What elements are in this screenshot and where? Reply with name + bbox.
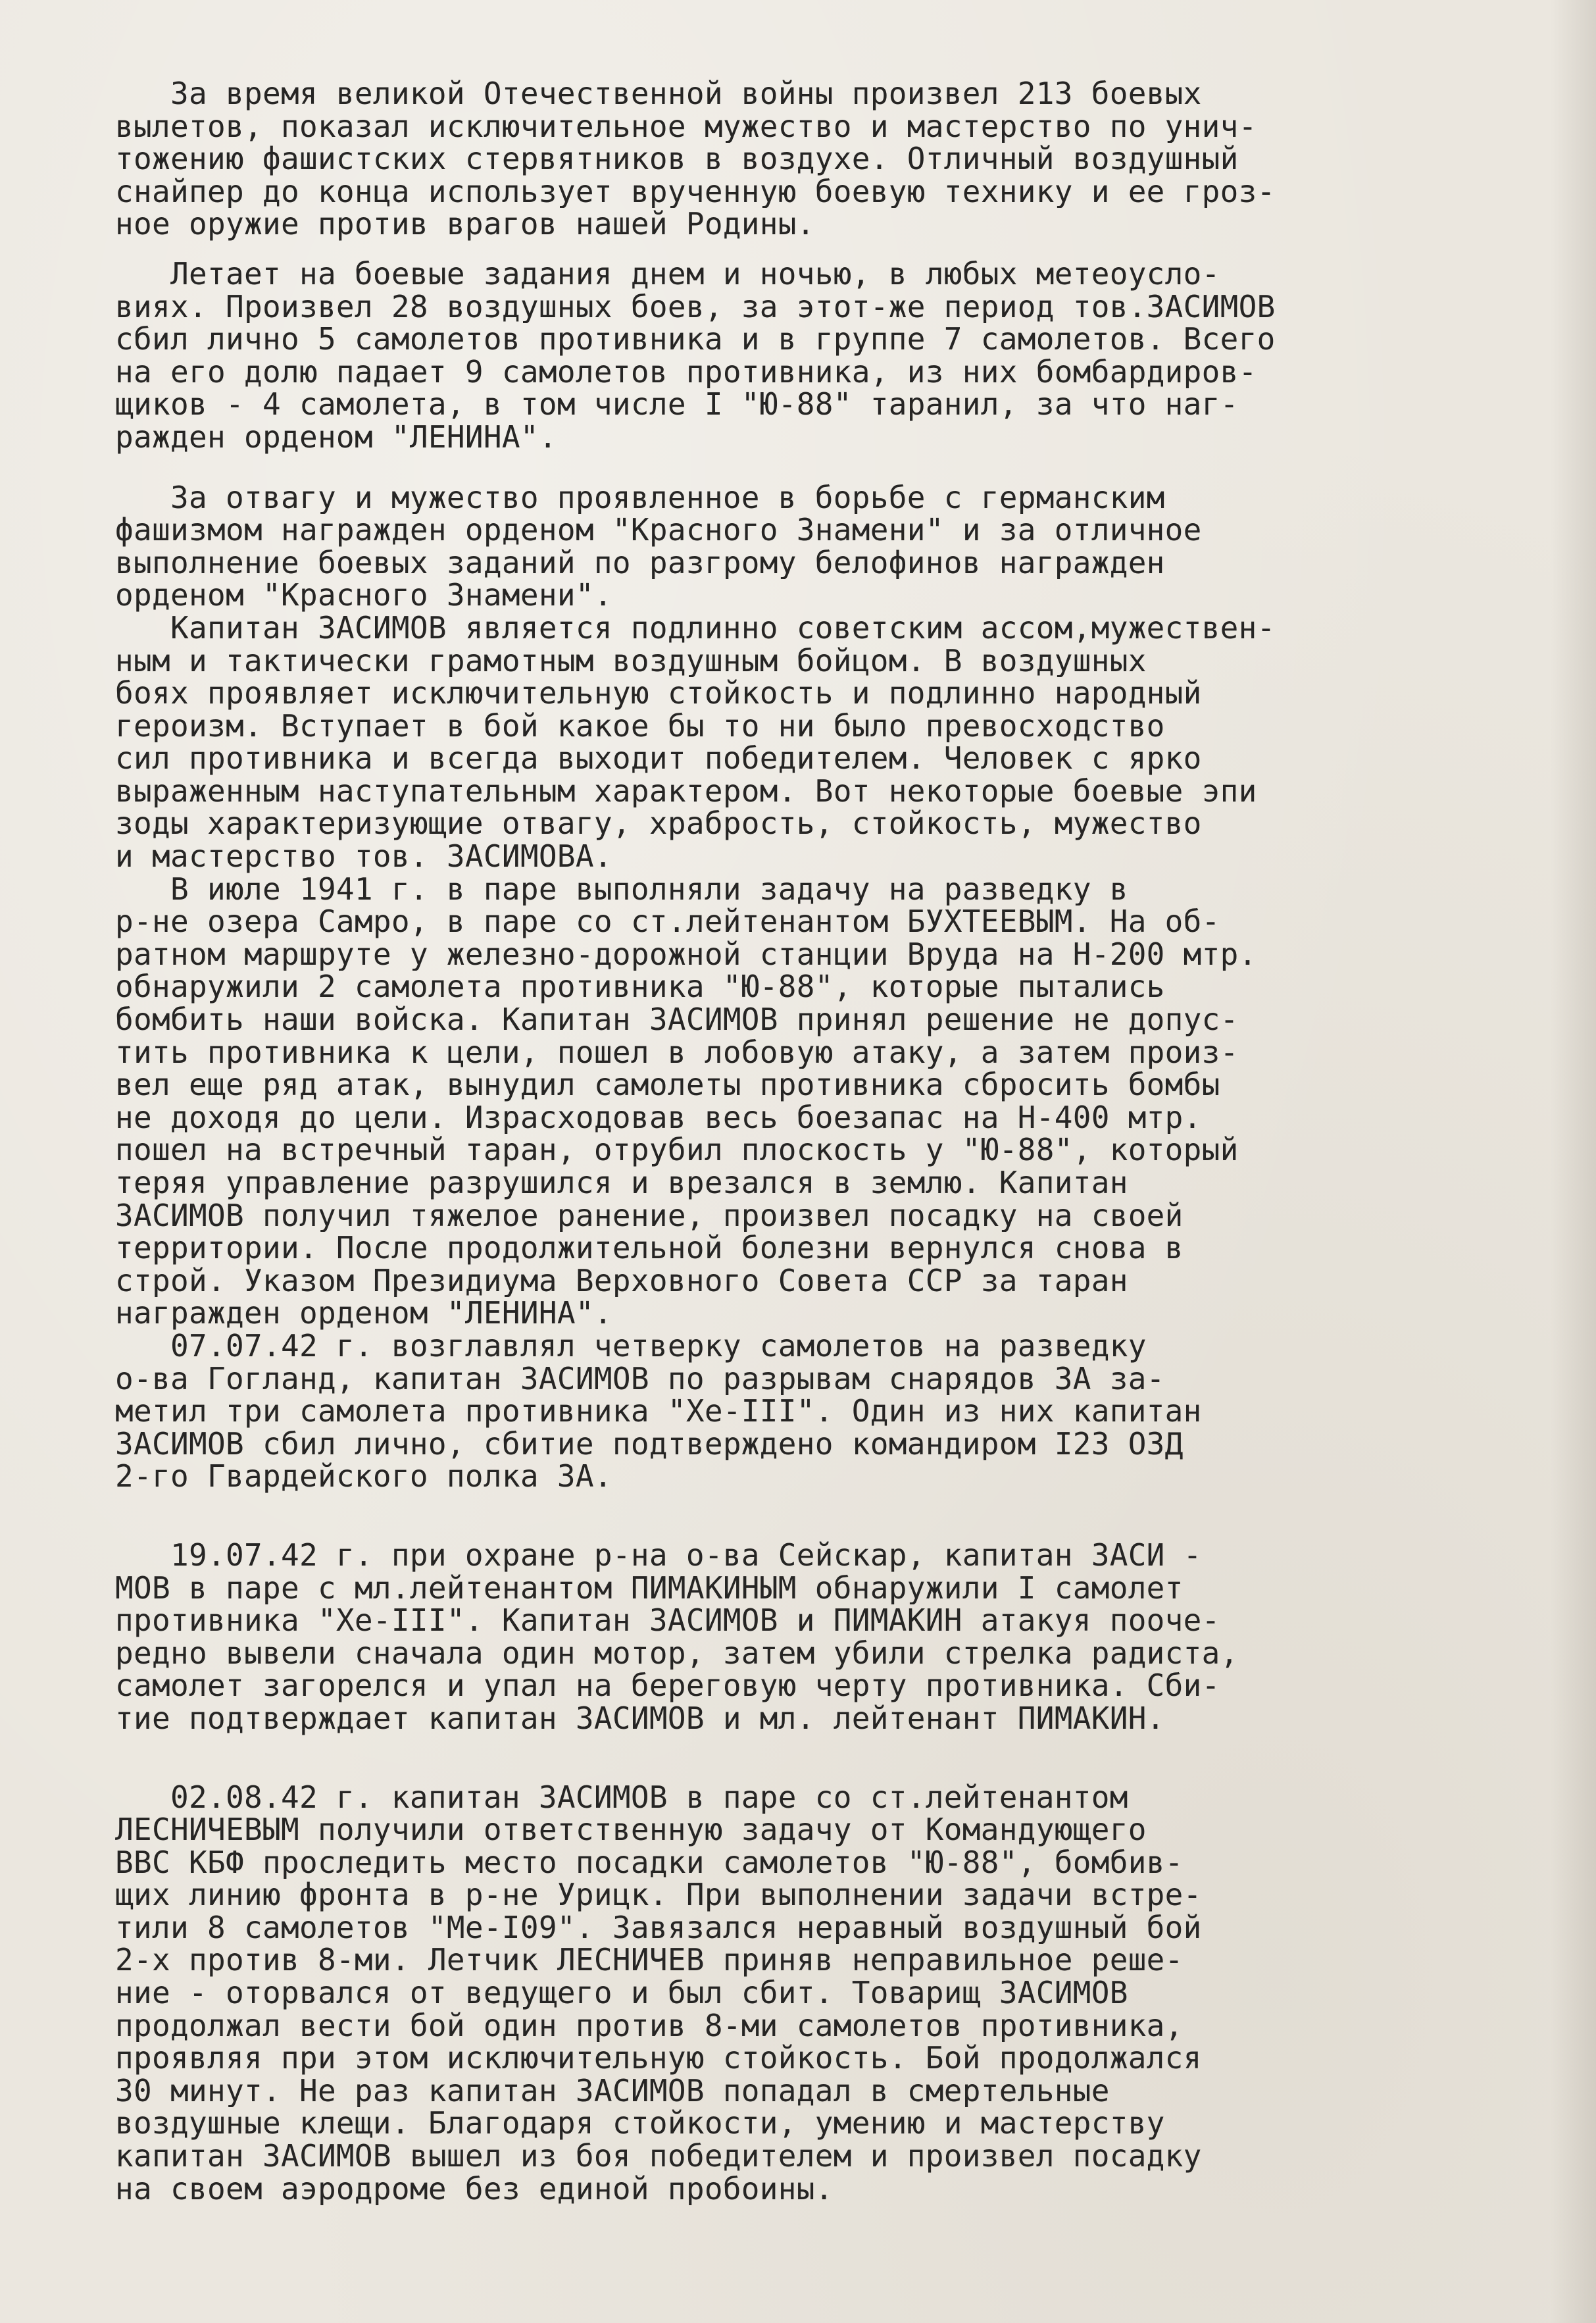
text-line: 02.08.42 г. капитан ЗАСИМОВ в паре со ст.лейтенантом <box>115 1781 1128 1814</box>
paragraph-gap <box>115 241 1510 258</box>
text-line: на его долю падает 9 самолетов противника, из них бомбардиров- <box>115 355 1257 389</box>
text-line: щиков - 4 самолета, в том числе I "Ю-88" таранил, за что наг- <box>115 388 1239 421</box>
text-line: ратном маршруте у железно-дорожной станции Вруда на Н-200 мтр. <box>115 938 1257 971</box>
text-line: р-не озера Самро, в паре со ст.лейтенантом БУХТЕЕВЫМ. На об- <box>115 906 1220 938</box>
text-line: Капитан ЗАСИМОВ является подлинно советским ассом,мужествен- <box>115 611 1276 645</box>
text-line: ЛЕСНИЧЕВЫМ получили ответственную задачу от Командующего <box>115 1814 1147 1847</box>
text-line: на своем аэродроме без единой пробоины. <box>115 2172 834 2206</box>
paragraph-missions <box>115 258 1510 454</box>
paragraph-awards-and-episodes <box>115 482 1510 1493</box>
text-line: тили 8 самолетов "Ме-I09". Завязался неравный воздушный бой <box>115 1911 1202 1945</box>
text-line: тие подтверждает капитан ЗАСИМОВ и мл. лейтенант ПИМАКИН. <box>115 1702 1165 1735</box>
text-line: боях проявляет исключительную стойкость и подлинно народный <box>115 677 1202 710</box>
paragraph-combat-record <box>115 78 1510 241</box>
text-line: ВВС КБФ проследить место посадки самолетов "Ю-88", бомбив- <box>115 1846 1184 1879</box>
text-line: территории. После продолжительной болезни вернулся снова в <box>115 1232 1184 1265</box>
paragraph-gap <box>115 1493 1510 1539</box>
text-line: ное оружие против врагов нашей Родины. <box>115 208 815 241</box>
text-line: воздушные клещи. Благодаря стойкости, умению и мастерству <box>115 2107 1165 2141</box>
text-line: самолет загорелся и упал на береговую черту противника. Сби- <box>115 1670 1220 1702</box>
text-line: продолжал вести бой один против 8-ми самолетов противника, <box>115 2009 1184 2043</box>
text-line: Летает на боевые задания днем и ночью, в любых метеоусло- <box>115 257 1220 291</box>
paragraph-episode-0208 <box>115 1781 1510 2206</box>
typed-text-body <box>115 78 1510 2205</box>
text-line: не доходя до цели. Израсходовав весь боезапас на Н-400 мтр. <box>115 1101 1202 1135</box>
text-line: метил три самолета противника "Хе-III". Один из них капитан <box>115 1395 1202 1428</box>
text-line: ние - оторвался от ведущего и был сбит. Товарищ ЗАСИМОВ <box>115 1977 1128 2010</box>
text-line: 19.07.42 г. при охране р-на о-ва Сейскар, капитан ЗАСИ - <box>115 1539 1202 1572</box>
text-line: 30 минут. Не раз капитан ЗАСИМОВ попадал в смертельные <box>115 2074 1110 2108</box>
text-line: сбил лично 5 самолетов противника и в группе 7 самолетов. Всего <box>115 323 1276 356</box>
text-line: пошел на встречный таран, отрубил плоскость у "Ю-88", который <box>115 1134 1239 1167</box>
text-line: обнаружили 2 самолета противника "Ю-88", которые пытались <box>115 971 1165 1004</box>
text-line: бомбить наши войска. Капитан ЗАСИМОВ принял решение не допус- <box>115 1004 1239 1036</box>
page-edge-shadow <box>1550 0 1596 2323</box>
text-line: капитан ЗАСИМОВ вышел из боя победителем и произвел посадку <box>115 2140 1202 2173</box>
text-line: сил противника и всегда выходит победителем. Человек с ярко <box>115 742 1202 775</box>
text-line: 2-х против 8-ми. Летчик ЛЕСНИЧЕВ приняв неправильное реше- <box>115 1944 1184 1978</box>
text-line: противника "Хе-III". Капитан ЗАСИМОВ и ПИМАКИН атакуя пооче- <box>115 1604 1220 1637</box>
text-line: выраженным наступательным характером. Вот некоторые боевые эпи <box>115 775 1257 808</box>
text-line: и мастерство тов. ЗАСИМОВА. <box>115 840 612 873</box>
text-line: 07.07.42 г. возглавлял четверку самолетов на разведку <box>115 1329 1147 1363</box>
text-line: вел еще ряд атак, вынудил самолеты противника сбросить бомбы <box>115 1069 1220 1102</box>
text-line: ЗАСИМОВ получил тяжелое ранение, произвел посадку на своей <box>115 1199 1184 1233</box>
text-line: В июле 1941 г. в паре выполняли задачу на разведку в <box>115 873 1128 906</box>
text-line: фашизмом награжден орденом "Красного Знамени" и за отличное <box>115 514 1202 547</box>
text-line: ным и тактически грамотным воздушным бойцом. В воздушных <box>115 644 1147 678</box>
text-line: орденом "Красного Знамени". <box>115 579 612 612</box>
text-line: снайпер до конца использует врученную боевую технику и ее гроз- <box>115 175 1276 209</box>
paragraph-gap <box>115 454 1510 482</box>
text-line: За время великой Отечественной войны произвел 213 боевых <box>115 78 1202 111</box>
text-line: тить противника к цели, пошел в лобовую атаку, а затем произ- <box>115 1036 1239 1069</box>
text-line: редно вывели сначала один мотор, затем убили стрелка радиста, <box>115 1637 1239 1670</box>
text-line: вылетов, показал исключительное мужество и мастерство по унич- <box>115 110 1257 143</box>
text-line: тожению фашистских стервятников в воздухе. Отличный воздушный <box>115 143 1239 176</box>
text-line: ражден орденом "ЛЕНИНА". <box>115 421 557 454</box>
text-line: зоды характеризующие отвагу, храбрость, стойкость, мужество <box>115 807 1202 841</box>
text-line: строй. Указом Президиума Верховного Совета ССР за таран <box>115 1264 1128 1298</box>
text-line: МОВ в паре с мл.лейтенантом ПИМАКИНЫМ обнаружили I самолет <box>115 1571 1184 1605</box>
paragraph-gap <box>115 1735 1510 1781</box>
text-line: щих линию фронта в р-не Урицк. При выполнении задачи встре- <box>115 1879 1202 1912</box>
text-line: героизм. Вступает в бой какое бы то ни было превосходство <box>115 709 1165 743</box>
text-line: выполнение боевых заданий по разгрому белофинов награжден <box>115 546 1165 580</box>
text-line: виях. Произвел 28 воздушных боев, за этот-же период тов.ЗАСИМОВ <box>115 290 1276 324</box>
text-line: о-ва Гогланд, капитан ЗАСИМОВ по разрывам снарядов ЗА за- <box>115 1362 1165 1396</box>
text-line: За отвагу и мужество проявленное в борьбе с германским <box>115 481 1165 515</box>
text-line: 2-го Гвардейского полка ЗА. <box>115 1460 612 1493</box>
text-line: награжден орденом "ЛЕНИНА". <box>115 1297 612 1330</box>
text-line: проявляя при этом исключительную стойкость. Бой продолжался <box>115 2042 1202 2075</box>
text-line: теряя управление разрушился и врезался в землю. Капитан <box>115 1167 1128 1200</box>
paragraph-episode-1907 <box>115 1539 1510 1735</box>
text-line: ЗАСИМОВ сбил лично, сбитие подтверждено командиром I23 ОЗД <box>115 1427 1184 1461</box>
